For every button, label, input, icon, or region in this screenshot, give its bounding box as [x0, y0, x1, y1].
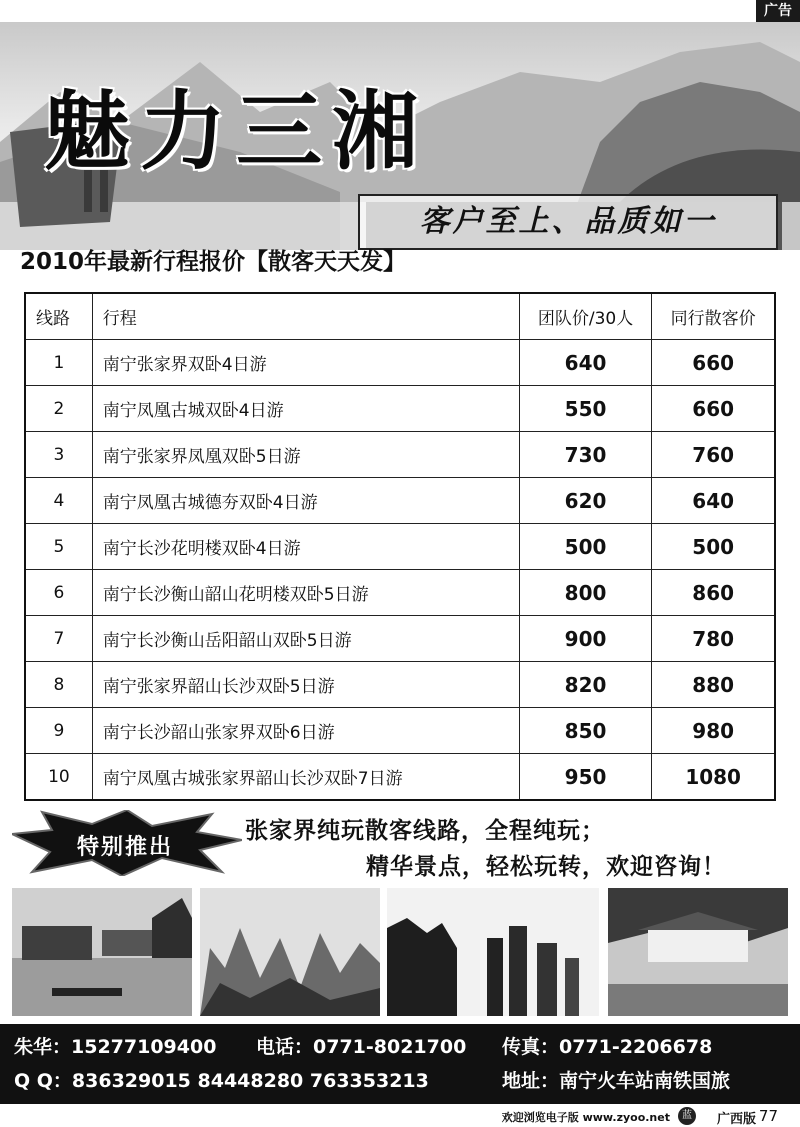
- route-itinerary-cell: 南宁张家界凤凰双卧5日游: [92, 432, 519, 478]
- hero-banner: [0, 22, 800, 250]
- table-row: [25, 432, 775, 478]
- group-price-cell: 950: [519, 754, 652, 801]
- route-no-cell: 10: [25, 754, 92, 801]
- header-group-price: 团队价/30人: [519, 293, 652, 340]
- peer-price-cell: 760: [652, 432, 775, 478]
- photo-stone-pillars: [387, 888, 599, 1016]
- table-row: [25, 386, 775, 432]
- photo-phoenix-town: [12, 888, 192, 1016]
- table-row: [25, 754, 775, 801]
- table-row: [25, 340, 775, 386]
- table-row: [25, 708, 775, 754]
- promo-line-2: 精华景点，轻松玩转，欢迎咨询！: [366, 853, 726, 880]
- special-badge: 特别推出: [76, 835, 173, 860]
- route-itinerary-cell: 南宁长沙花明楼双卧4日游: [92, 524, 519, 570]
- promo-line-1: 张家界纯玩散客线路，全程纯玩；: [245, 817, 605, 844]
- route-itinerary-cell: 南宁凤凰古城张家界韶山长沙双卧7日游: [92, 754, 519, 801]
- slogan: 客户至上、品质如一: [419, 204, 717, 239]
- group-price-cell: 900: [519, 616, 652, 662]
- route-itinerary-cell: 南宁长沙衡山韶山花明楼双卧5日游: [92, 570, 519, 616]
- group-price-cell: 730: [519, 432, 652, 478]
- peer-price-cell: 500: [652, 524, 775, 570]
- edition-badge-icon: 蓝: [678, 1107, 696, 1125]
- peer-price-cell: 660: [652, 340, 775, 386]
- header-peer-price: 同行散客价: [652, 293, 775, 340]
- route-itinerary-cell: 南宁张家界双卧4日游: [92, 340, 519, 386]
- peer-price-cell: 1080: [652, 754, 775, 801]
- site-text: 欢迎浏览电子版 www.zyoo.net: [501, 1111, 670, 1124]
- photo-former-residence: [608, 888, 788, 1016]
- route-no-cell: 2: [25, 386, 92, 432]
- peer-price-cell: 880: [652, 662, 775, 708]
- route-no-cell: 3: [25, 432, 92, 478]
- group-price-cell: 550: [519, 386, 652, 432]
- slogan-box: [358, 194, 778, 250]
- contact-name-mobile: 朱华：15277109400: [14, 1036, 217, 1058]
- group-price-cell: 500: [519, 524, 652, 570]
- route-itinerary-cell: 南宁凤凰古城双卧4日游: [92, 386, 519, 432]
- header-itinerary: 行程: [92, 293, 519, 340]
- page-footer-bar: [0, 1106, 800, 1127]
- peer-price-cell: 660: [652, 386, 775, 432]
- photo-misty-peaks: [200, 888, 380, 1016]
- table-body: [25, 340, 775, 801]
- contact-qq: Q Q：836329015 84448280 763353213: [14, 1070, 429, 1092]
- contact-fax: 传真：0771-2206678: [502, 1036, 713, 1058]
- route-itinerary-cell: 南宁凤凰古城德夯双卧4日游: [92, 478, 519, 524]
- group-price-cell: 800: [519, 570, 652, 616]
- route-no-cell: 4: [25, 478, 92, 524]
- header-route-no: 线路: [25, 293, 92, 340]
- peer-price-cell: 780: [652, 616, 775, 662]
- route-itinerary-cell: 南宁张家界韶山长沙双卧5日游: [92, 662, 519, 708]
- table-row: [25, 570, 775, 616]
- group-price-cell: 850: [519, 708, 652, 754]
- ad-tag: 广告: [756, 0, 800, 22]
- route-no-cell: 8: [25, 662, 92, 708]
- price-subheading: 2010年最新行程报价【散客天天发】: [20, 249, 407, 275]
- group-price-cell: 620: [519, 478, 652, 524]
- route-itinerary-cell: 南宁长沙韶山张家界双卧6日游: [92, 708, 519, 754]
- table-row: [25, 524, 775, 570]
- route-no-cell: 7: [25, 616, 92, 662]
- route-no-cell: 6: [25, 570, 92, 616]
- contact-row-2: [14, 1064, 794, 1098]
- table-row: [25, 662, 775, 708]
- contact-address: 地址：南宁火车站南铁国旅: [502, 1070, 731, 1092]
- route-price-table: [24, 292, 776, 801]
- group-price-cell: 820: [519, 662, 652, 708]
- peer-price-cell: 860: [652, 570, 775, 616]
- peer-price-cell: 640: [652, 478, 775, 524]
- edition-label: 广西版: [716, 1112, 756, 1127]
- contact-footer: [0, 1024, 800, 1104]
- route-no-cell: 5: [25, 524, 92, 570]
- route-no-cell: 9: [25, 708, 92, 754]
- peer-price-cell: 980: [652, 708, 775, 754]
- page-number: 77: [758, 1107, 778, 1125]
- route-no-cell: 1: [25, 340, 92, 386]
- table-header-row: [25, 293, 775, 340]
- route-itinerary-cell: 南宁长沙衡山岳阳韶山双卧5日游: [92, 616, 519, 662]
- table-row: [25, 478, 775, 524]
- contact-phone: 电话：0771-8021700: [256, 1036, 467, 1058]
- group-price-cell: 640: [519, 340, 652, 386]
- table-row: [25, 616, 775, 662]
- contact-row-1: [14, 1030, 794, 1064]
- main-title: 魅力三湘: [44, 81, 428, 182]
